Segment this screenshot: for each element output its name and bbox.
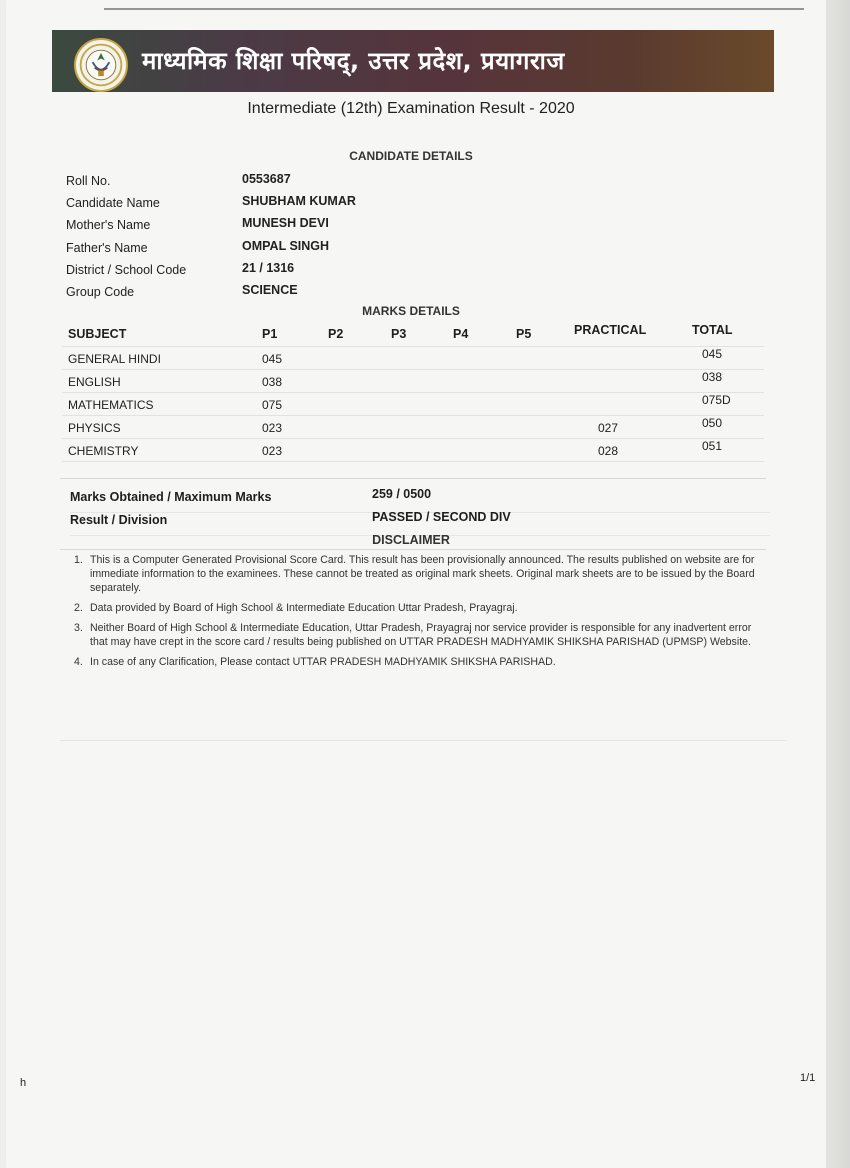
table-row xyxy=(62,416,764,439)
field-label: Group Code xyxy=(66,285,135,299)
col-p2: P2 xyxy=(328,327,344,341)
total-cell: 075D xyxy=(702,393,731,407)
marks-header-row xyxy=(62,322,764,347)
table-row xyxy=(62,347,764,370)
item-text: This is a Computer Generated Provisional Score Card. This result has been provisionally announced. The results published on website are for immediate information to the examinees. These cannot be treated as original mark sheets. Original mark sheets are to be issued by the Board separately. xyxy=(90,554,755,594)
field-label: Mother's Name xyxy=(66,218,151,232)
col-total: TOTAL xyxy=(692,323,733,337)
subject-cell: GENERAL HINDI xyxy=(68,352,161,366)
field-value: OMPAL SINGH xyxy=(242,239,330,253)
field-value: SCIENCE xyxy=(242,283,298,297)
divider xyxy=(60,478,766,479)
field-label: District / School Code xyxy=(66,263,187,277)
p1-cell: 023 xyxy=(262,421,283,435)
disclaimer-item xyxy=(70,553,764,595)
result-division-value: PASSED / SECOND DIV xyxy=(372,510,511,524)
page-edge xyxy=(826,0,850,1168)
subject-cell: CHEMISTRY xyxy=(68,444,139,458)
p1-cell: 038 xyxy=(262,375,283,389)
divider xyxy=(60,549,766,550)
p1-cell: 075 xyxy=(262,398,283,412)
item-number: 3. xyxy=(74,622,83,634)
table-row xyxy=(62,393,764,416)
field-label: Father's Name xyxy=(66,241,148,255)
p1-cell: 023 xyxy=(262,444,283,458)
divider xyxy=(60,740,786,741)
item-text: In case of any Clarification, Please contact UTTAR PRADESH MADHYAMIK SHIKSHA PARISHAD. xyxy=(90,656,556,668)
footer-mark: h xyxy=(20,1077,27,1089)
exam-title: Intermediate (12th) Examination Result - 2020 xyxy=(247,100,575,117)
col-p5: P5 xyxy=(516,327,532,341)
item-number: 2. xyxy=(74,602,83,614)
subject-cell: MATHEMATICS xyxy=(68,398,154,412)
subject-cell: ENGLISH xyxy=(68,375,121,389)
item-text: Neither Board of High School & Intermediate Education, Uttar Pradesh, Prayagraj nor service provider is responsible for any inadvertent error that may have crept in the score card / results being published on UTTAR PRADESH MADHYAMIK SHIKSHA PARISHAD (UPMSP) Website. xyxy=(90,622,752,648)
p1-cell: 045 xyxy=(262,352,283,366)
total-cell: 051 xyxy=(702,439,723,453)
top-rule xyxy=(104,8,804,10)
disclaimer-heading: DISCLAIMER xyxy=(372,533,450,547)
field-value: MUNESH DEVI xyxy=(242,216,329,230)
col-p1: P1 xyxy=(262,327,278,341)
total-cell: 038 xyxy=(702,370,723,384)
total-cell: 045 xyxy=(702,347,723,361)
col-subject: SUBJECT xyxy=(68,327,127,341)
page-number: 1/1 xyxy=(800,1072,816,1084)
disclaimer-item xyxy=(70,621,764,649)
col-practical: PRACTICAL xyxy=(574,323,647,337)
disclaimer-list xyxy=(70,553,764,675)
table-row xyxy=(62,370,764,393)
item-text: Data provided by Board of High School & Intermediate Education Uttar Pradesh, Prayagraj. xyxy=(90,602,518,614)
marks-obtained-value: 259 / 0500 xyxy=(372,487,432,501)
item-number: 4. xyxy=(74,656,83,668)
marks-table xyxy=(62,322,764,462)
table-row xyxy=(62,439,764,462)
col-p3: P3 xyxy=(391,327,407,341)
practical-cell: 027 xyxy=(598,421,619,435)
board-seal-icon xyxy=(74,38,128,92)
candidate-details-heading: CANDIDATE DETAILS xyxy=(349,149,473,163)
disclaimer-item xyxy=(70,655,764,669)
field-value: 21 / 1316 xyxy=(242,261,295,275)
item-number: 1. xyxy=(74,554,83,566)
field-label: Roll No. xyxy=(66,174,111,188)
field-label: Candidate Name xyxy=(66,196,160,210)
total-cell: 050 xyxy=(702,416,723,430)
disclaimer-item xyxy=(70,601,764,615)
board-title: माध्यमिक शिक्षा परिषद्, उत्तर प्रदेश, प्रयागराज xyxy=(142,47,565,75)
result-division-label: Result / Division xyxy=(70,513,168,527)
marks-details-heading: MARKS DETAILS xyxy=(362,304,460,318)
field-value: SHUBHAM KUMAR xyxy=(242,194,356,208)
subject-cell: PHYSICS xyxy=(68,421,121,435)
marks-obtained-label: Marks Obtained / Maximum Marks xyxy=(70,490,272,504)
practical-cell: 028 xyxy=(598,444,619,458)
col-p4: P4 xyxy=(453,327,469,341)
field-value: 0553687 xyxy=(242,172,291,186)
